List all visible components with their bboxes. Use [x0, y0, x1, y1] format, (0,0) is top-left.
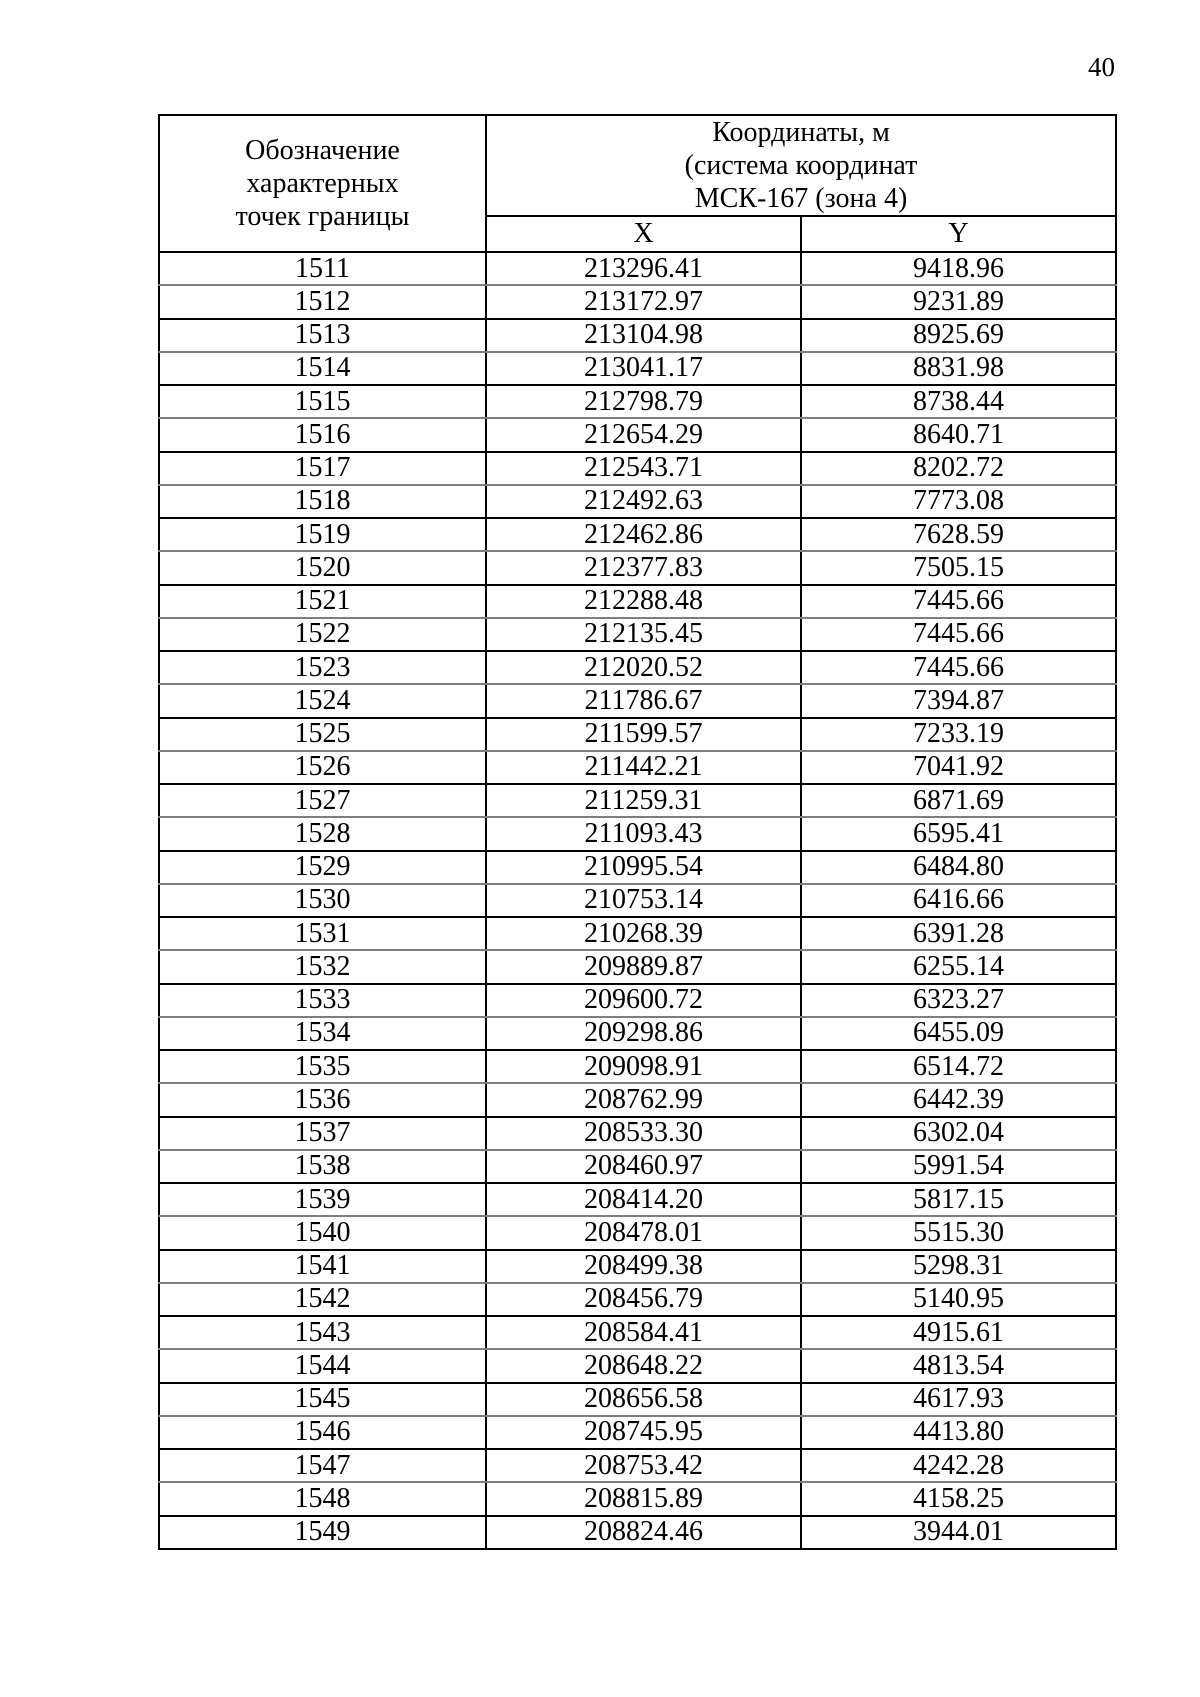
y-cell: 5991.54 [801, 1150, 1116, 1183]
x-cell: 211442.21 [486, 751, 801, 784]
point-cell: 1527 [159, 784, 486, 817]
point-cell: 1538 [159, 1150, 486, 1183]
x-cell: 208656.58 [486, 1383, 801, 1416]
page-number: 40 [1088, 52, 1115, 82]
x-cell: 208648.22 [486, 1349, 801, 1382]
table-row [159, 551, 1116, 584]
y-cell: 7233.19 [801, 718, 1116, 751]
point-cell: 1548 [159, 1482, 486, 1515]
table-row [159, 1050, 1116, 1083]
table-row [159, 917, 1116, 950]
table-row [159, 1416, 1116, 1449]
x-cell: 208762.99 [486, 1083, 801, 1116]
coords-header-line-3: МСК-167 (зона 4) [694, 183, 908, 214]
point-cell: 1524 [159, 684, 486, 717]
x-cell: 210753.14 [486, 884, 801, 917]
point-cell: 1545 [159, 1383, 486, 1416]
x-cell: 212288.48 [486, 585, 801, 618]
table-row [159, 285, 1116, 318]
table-row [159, 319, 1116, 352]
x-cell: 209298.86 [486, 1017, 801, 1050]
points-header-line-1: Обозначение [245, 135, 400, 166]
point-cell: 1513 [159, 319, 486, 352]
x-cell: 208753.42 [486, 1449, 801, 1482]
table-row [159, 452, 1116, 485]
y-cell: 9418.96 [801, 252, 1116, 285]
y-cell: 8640.71 [801, 418, 1116, 451]
point-cell: 1528 [159, 817, 486, 850]
table-row [159, 1383, 1116, 1416]
x-cell: 212020.52 [486, 651, 801, 684]
table-row [159, 418, 1116, 451]
coords-header-line-2: (система координат [684, 150, 918, 181]
table-row [159, 851, 1116, 884]
y-cell: 5515.30 [801, 1216, 1116, 1249]
point-cell: 1517 [159, 452, 486, 485]
table-row [159, 1117, 1116, 1150]
point-cell: 1531 [159, 917, 486, 950]
table-row [159, 1516, 1116, 1550]
table-row [159, 751, 1116, 784]
table-header [159, 115, 1116, 252]
x-cell: 211599.57 [486, 718, 801, 751]
point-cell: 1544 [159, 1349, 486, 1382]
table-row [159, 684, 1116, 717]
x-cell: 210995.54 [486, 851, 801, 884]
point-cell: 1514 [159, 352, 486, 385]
point-cell: 1530 [159, 884, 486, 917]
x-cell: 208533.30 [486, 1117, 801, 1150]
table-row [159, 385, 1116, 418]
y-cell: 7041.92 [801, 751, 1116, 784]
y-cell: 8831.98 [801, 352, 1116, 385]
table-body [159, 252, 1116, 1549]
y-cell: 7445.66 [801, 651, 1116, 684]
point-cell: 1518 [159, 485, 486, 518]
point-cell: 1523 [159, 651, 486, 684]
table-row [159, 1017, 1116, 1050]
point-cell: 1541 [159, 1250, 486, 1283]
y-cell: 4413.80 [801, 1416, 1116, 1449]
y-cell: 6255.14 [801, 950, 1116, 983]
y-cell: 7773.08 [801, 485, 1116, 518]
points-header-line-3: точек границы [235, 201, 410, 232]
x-cell: 212135.45 [486, 618, 801, 651]
table-row [159, 1449, 1116, 1482]
point-cell: 1529 [159, 851, 486, 884]
y-cell: 6595.41 [801, 817, 1116, 850]
y-cell: 5817.15 [801, 1183, 1116, 1216]
y-cell: 6455.09 [801, 1017, 1116, 1050]
table-row [159, 718, 1116, 751]
y-cell: 4813.54 [801, 1349, 1116, 1382]
table-row [159, 1150, 1116, 1183]
point-cell: 1536 [159, 1083, 486, 1116]
x-cell: 211786.67 [486, 684, 801, 717]
y-cell: 6514.72 [801, 1050, 1116, 1083]
coords-header-line-1: Координаты, м [712, 117, 890, 148]
table-row [159, 1083, 1116, 1116]
y-cell: 8202.72 [801, 452, 1116, 485]
y-cell: 6442.39 [801, 1083, 1116, 1116]
y-cell: 5140.95 [801, 1283, 1116, 1316]
table-row [159, 518, 1116, 551]
point-cell: 1532 [159, 950, 486, 983]
point-cell: 1534 [159, 1017, 486, 1050]
points-column-header [159, 115, 486, 252]
point-cell: 1512 [159, 285, 486, 318]
table-row [159, 884, 1116, 917]
point-cell: 1540 [159, 1216, 486, 1249]
coords-column-header [486, 115, 1116, 216]
x-cell: 208745.95 [486, 1416, 801, 1449]
point-cell: 1533 [159, 984, 486, 1017]
x-cell: 213172.97 [486, 285, 801, 318]
x-cell: 209098.91 [486, 1050, 801, 1083]
y-cell: 4617.93 [801, 1383, 1116, 1416]
point-cell: 1525 [159, 718, 486, 751]
table-row [159, 1283, 1116, 1316]
y-cell: 6391.28 [801, 917, 1116, 950]
x-cell: 213104.98 [486, 319, 801, 352]
table-row [159, 1316, 1116, 1349]
y-cell: 4242.28 [801, 1449, 1116, 1482]
table-row [159, 950, 1116, 983]
point-cell: 1526 [159, 751, 486, 784]
point-cell: 1542 [159, 1283, 486, 1316]
y-cell: 7505.15 [801, 551, 1116, 584]
x-cell: 212492.63 [486, 485, 801, 518]
y-cell: 4915.61 [801, 1316, 1116, 1349]
y-cell: 6484.80 [801, 851, 1116, 884]
x-cell: 210268.39 [486, 917, 801, 950]
y-cell: 7445.66 [801, 585, 1116, 618]
point-cell: 1520 [159, 551, 486, 584]
table-row [159, 585, 1116, 618]
table-header-row [159, 115, 1116, 216]
y-cell: 6302.04 [801, 1117, 1116, 1150]
y-cell: 8738.44 [801, 385, 1116, 418]
x-cell: 212543.71 [486, 452, 801, 485]
y-cell: 6416.66 [801, 884, 1116, 917]
point-cell: 1511 [159, 252, 486, 285]
x-cell: 208414.20 [486, 1183, 801, 1216]
point-cell: 1535 [159, 1050, 486, 1083]
table-row [159, 651, 1116, 684]
point-cell: 1547 [159, 1449, 486, 1482]
coordinates-table [158, 114, 1117, 1550]
y-cell: 3944.01 [801, 1516, 1116, 1550]
x-cell: 211093.43 [486, 817, 801, 850]
y-cell: 6323.27 [801, 984, 1116, 1017]
y-cell: 4158.25 [801, 1482, 1116, 1515]
point-cell: 1522 [159, 618, 486, 651]
point-cell: 1515 [159, 385, 486, 418]
y-cell: 5298.31 [801, 1250, 1116, 1283]
point-cell: 1543 [159, 1316, 486, 1349]
y-cell: 8925.69 [801, 319, 1116, 352]
x-cell: 213041.17 [486, 352, 801, 385]
table-row [159, 618, 1116, 651]
table-row [159, 352, 1116, 385]
table-row [159, 784, 1116, 817]
x-cell: 212462.86 [486, 518, 801, 551]
table-row [159, 1216, 1116, 1249]
x-cell: 213296.41 [486, 252, 801, 285]
table-row [159, 817, 1116, 850]
point-cell: 1516 [159, 418, 486, 451]
table-row [159, 252, 1116, 285]
x-cell: 209889.87 [486, 950, 801, 983]
point-cell: 1549 [159, 1516, 486, 1550]
y-cell: 6871.69 [801, 784, 1116, 817]
table-row [159, 1349, 1116, 1382]
table-row [159, 1183, 1116, 1216]
x-cell: 209600.72 [486, 984, 801, 1017]
x-cell: 208824.46 [486, 1516, 801, 1550]
x-cell: 212654.29 [486, 418, 801, 451]
x-cell: 212798.79 [486, 385, 801, 418]
x-cell: 208815.89 [486, 1482, 801, 1515]
table-row [159, 1482, 1116, 1515]
points-header-line-2: характерных [246, 168, 399, 199]
table-row [159, 984, 1116, 1017]
point-cell: 1539 [159, 1183, 486, 1216]
y-cell: 7394.87 [801, 684, 1116, 717]
x-cell: 208584.41 [486, 1316, 801, 1349]
y-cell: 7445.66 [801, 618, 1116, 651]
x-cell: 212377.83 [486, 551, 801, 584]
y-cell: 9231.89 [801, 285, 1116, 318]
point-cell: 1546 [159, 1416, 486, 1449]
y-cell: 7628.59 [801, 518, 1116, 551]
x-cell: 208478.01 [486, 1216, 801, 1249]
table-row [159, 485, 1116, 518]
table-row [159, 1250, 1116, 1283]
x-cell: 211259.31 [486, 784, 801, 817]
x-cell: 208499.38 [486, 1250, 801, 1283]
y-column-header: Y [801, 216, 1116, 252]
point-cell: 1519 [159, 518, 486, 551]
x-cell: 208456.79 [486, 1283, 801, 1316]
x-column-header: X [486, 216, 801, 252]
point-cell: 1521 [159, 585, 486, 618]
point-cell: 1537 [159, 1117, 486, 1150]
x-cell: 208460.97 [486, 1150, 801, 1183]
